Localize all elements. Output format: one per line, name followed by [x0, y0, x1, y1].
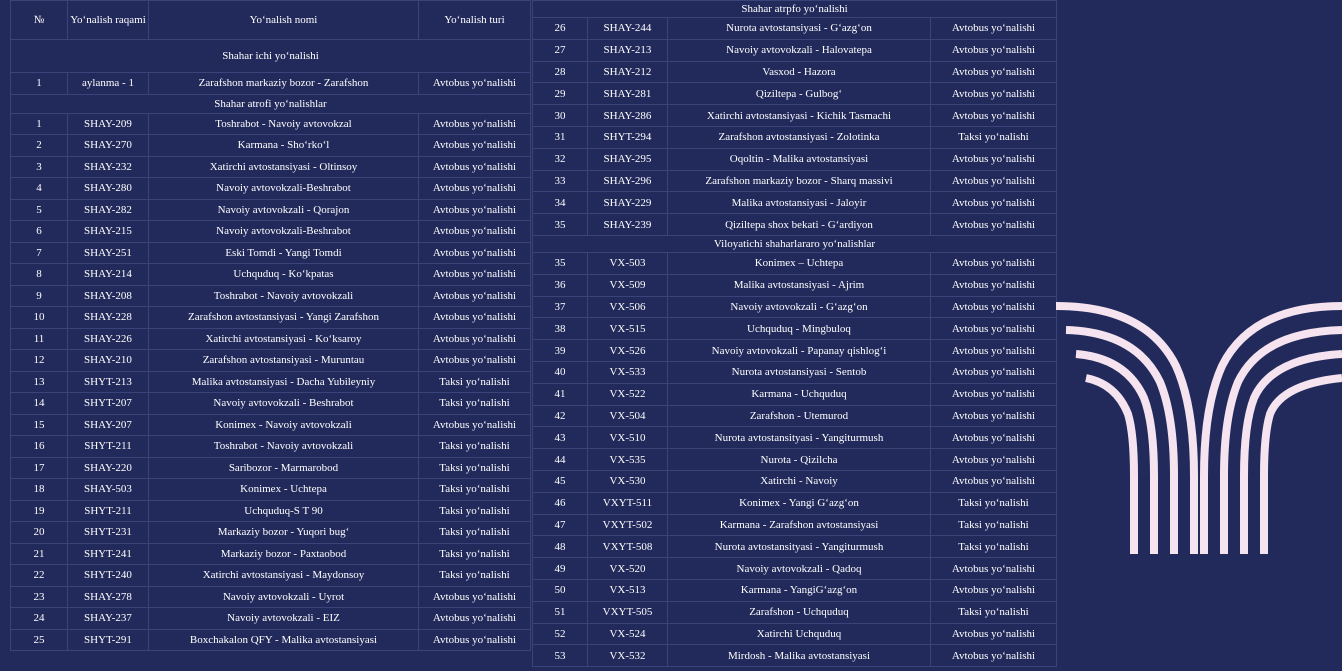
cell-route-code: VX-535 — [588, 449, 668, 471]
section-row — [11, 94, 531, 113]
cell-route-code: SHAY-244 — [588, 18, 668, 40]
table-row — [11, 457, 531, 479]
section-row — [533, 235, 1057, 252]
cell-number: 38 — [533, 318, 588, 340]
cell-number: 40 — [533, 361, 588, 383]
cell-route-code: SHAY-296 — [588, 170, 668, 192]
cell-route-type: Avtobus yo‘nalishi — [419, 264, 531, 286]
table-row — [11, 371, 531, 393]
cell-route-name: Toshrabot - Navoiy avtovokzali — [149, 285, 419, 307]
cell-number: 20 — [11, 522, 68, 544]
cell-number: 8 — [11, 264, 68, 286]
table-row — [533, 449, 1057, 471]
cell-number: 3 — [11, 156, 68, 178]
cell-route-name: Malika avtostansiyasi - Jaloyir — [668, 192, 931, 214]
cell-route-type: Taksi yo‘nalishi — [419, 393, 531, 415]
cell-route-code: SHAY-232 — [68, 156, 149, 178]
table-row — [533, 340, 1057, 362]
cell-route-name: Navoiy avtovokzali-Beshrabot — [149, 178, 419, 200]
cell-number: 42 — [533, 405, 588, 427]
table-row — [11, 178, 531, 200]
cell-route-type: Taksi yo‘nalishi — [931, 514, 1057, 536]
cell-number: 23 — [11, 586, 68, 608]
cell-number: 9 — [11, 285, 68, 307]
cell-number: 27 — [533, 39, 588, 61]
cell-route-type: Taksi yo‘nalishi — [419, 500, 531, 522]
table-row — [11, 264, 531, 286]
table-row — [533, 645, 1057, 667]
cell-route-code: SHAY-239 — [588, 214, 668, 236]
cell-number: 52 — [533, 623, 588, 645]
cell-route-type: Avtobus yo‘nalishi — [419, 178, 531, 200]
cell-route-code: VXYT-502 — [588, 514, 668, 536]
cell-route-code: VX-522 — [588, 383, 668, 405]
cell-route-code: SHYT-294 — [588, 126, 668, 148]
cell-number: 53 — [533, 645, 588, 667]
cell-route-code: SHAY-503 — [68, 479, 149, 501]
cell-number: 24 — [11, 608, 68, 630]
cell-route-code: SHAY-282 — [68, 199, 149, 221]
table-row — [533, 83, 1057, 105]
table-row — [11, 156, 531, 178]
cell-number: 39 — [533, 340, 588, 362]
logo-arch-3 — [1076, 354, 1154, 554]
cell-route-name: Nurota avtostansityasi - Yangiturmush — [668, 536, 931, 558]
cell-route-name: Navoiy avtovokzali - Halovatepa — [668, 39, 931, 61]
cell-number: 35 — [533, 252, 588, 274]
cell-route-type: Avtobus yo‘nalishi — [931, 318, 1057, 340]
table-row — [11, 135, 531, 157]
logo-arch-8 — [1264, 378, 1342, 554]
cell-number: 32 — [533, 148, 588, 170]
cell-route-name: Konimex – Uchtepa — [668, 252, 931, 274]
cell-route-name: Nurota avtostansiyasi - G‘azg‘on — [668, 18, 931, 40]
cell-number: 22 — [11, 565, 68, 587]
cell-route-name: Qiziltepa - Gulbog‘ — [668, 83, 931, 105]
table-row — [533, 192, 1057, 214]
cell-route-type: Avtobus yo‘nalishi — [931, 39, 1057, 61]
cell-number: 21 — [11, 543, 68, 565]
table-row — [533, 536, 1057, 558]
cell-route-code: VX-509 — [588, 274, 668, 296]
table-row — [533, 105, 1057, 127]
table-row — [11, 73, 531, 95]
cell-route-code: SHAY-270 — [68, 135, 149, 157]
cell-route-type: Avtobus yo‘nalishi — [931, 361, 1057, 383]
cell-number: 26 — [533, 18, 588, 40]
cell-route-code: VX-515 — [588, 318, 668, 340]
cell-route-code: VX-532 — [588, 645, 668, 667]
cell-route-name: Nurota avtostansityasi - Yangiturmush — [668, 427, 931, 449]
cell-route-code: VX-524 — [588, 623, 668, 645]
table-row — [533, 61, 1057, 83]
cell-route-name: Uchquduq - Ko‘kpatas — [149, 264, 419, 286]
cell-route-code: SHAY-281 — [588, 83, 668, 105]
cell-route-type: Avtobus yo‘nalishi — [931, 252, 1057, 274]
cell-route-type: Avtobus yo‘nalishi — [931, 623, 1057, 645]
cell-route-name: Zarafshon - Utemurod — [668, 405, 931, 427]
cell-route-code: SHAY-207 — [68, 414, 149, 436]
cell-route-type: Avtobus yo‘nalishi — [931, 105, 1057, 127]
cell-route-code: SHAY-278 — [68, 586, 149, 608]
table-row — [533, 39, 1057, 61]
cell-number: 16 — [11, 436, 68, 458]
table-row — [11, 500, 531, 522]
section-row — [11, 40, 531, 73]
cell-route-name: Navoiy avtovokzali-Beshrabot — [149, 221, 419, 243]
cell-route-name: Zarafshon - Uchquduq — [668, 601, 931, 623]
cell-route-code: SHYT-211 — [68, 436, 149, 458]
cell-number: 30 — [533, 105, 588, 127]
cell-route-type: Taksi yo‘nalishi — [419, 565, 531, 587]
cell-route-code: SHAY-280 — [68, 178, 149, 200]
table-row — [11, 199, 531, 221]
section-title: Shahar ichi yo‘nalishi — [11, 40, 531, 73]
cell-route-type: Avtobus yo‘nalishi — [419, 328, 531, 350]
table-header-row — [11, 1, 531, 40]
cell-number: 43 — [533, 427, 588, 449]
cell-route-code: SHAY-215 — [68, 221, 149, 243]
cell-number: 1 — [11, 73, 68, 95]
cell-route-type: Taksi yo‘nalishi — [419, 522, 531, 544]
cell-route-code: VX-526 — [588, 340, 668, 362]
cell-route-type: Avtobus yo‘nalishi — [931, 427, 1057, 449]
table-row — [533, 18, 1057, 40]
cell-route-name: Karmana - Sho‘rko‘l — [149, 135, 419, 157]
cell-route-code: SHYT-213 — [68, 371, 149, 393]
section-title: Viloyatichi shaharlararo yo‘nalishlar — [533, 235, 1057, 252]
table-row — [533, 405, 1057, 427]
table-row — [11, 436, 531, 458]
cell-number: 1 — [11, 113, 68, 135]
cell-route-name: Xatirchi avtostansiyasi - Ko‘ksaroy — [149, 328, 419, 350]
cell-number: 51 — [533, 601, 588, 623]
table-row — [533, 126, 1057, 148]
table-row — [533, 427, 1057, 449]
table-row — [533, 214, 1057, 236]
table-row — [533, 383, 1057, 405]
table-row — [11, 393, 531, 415]
cell-route-type: Avtobus yo‘nalishi — [931, 61, 1057, 83]
left-table-body — [11, 40, 531, 651]
table-row — [533, 558, 1057, 580]
cell-number: 13 — [11, 371, 68, 393]
cell-route-type: Avtobus yo‘nalishi — [931, 383, 1057, 405]
cell-route-type: Avtobus yo‘nalishi — [419, 285, 531, 307]
cell-number: 2 — [11, 135, 68, 157]
cell-route-name: Zarafshon avtostansiyasi - Muruntau — [149, 350, 419, 372]
cell-route-code: SHYT-240 — [68, 565, 149, 587]
cell-route-code: VXYT-508 — [588, 536, 668, 558]
cell-number: 37 — [533, 296, 588, 318]
cell-number: 15 — [11, 414, 68, 436]
cell-route-type: Avtobus yo‘nalishi — [931, 558, 1057, 580]
cell-route-type: Avtobus yo‘nalishi — [419, 350, 531, 372]
cell-route-name: Uchquduq-S T 90 — [149, 500, 419, 522]
cell-route-type: Avtobus yo‘nalishi — [419, 414, 531, 436]
table-row — [533, 579, 1057, 601]
cell-number: 47 — [533, 514, 588, 536]
table-row — [11, 221, 531, 243]
cell-route-name: Uchquduq - Mingbuloq — [668, 318, 931, 340]
table-row — [11, 608, 531, 630]
cell-route-type: Avtobus yo‘nalishi — [931, 645, 1057, 667]
cell-route-type: Avtobus yo‘nalishi — [931, 192, 1057, 214]
cell-route-name: Konimex - Yangi G‘azg‘on — [668, 492, 931, 514]
cell-route-name: Navoiy avtovokzali - Beshrabot — [149, 393, 419, 415]
cell-route-code: SHAY-228 — [68, 307, 149, 329]
cell-route-name: Konimex - Uchtepa — [149, 479, 419, 501]
cell-route-name: Nurota avtostansiyasi - Sentob — [668, 361, 931, 383]
table-row — [533, 514, 1057, 536]
cell-route-code: SHAY-220 — [68, 457, 149, 479]
table-row — [533, 148, 1057, 170]
table-row — [11, 285, 531, 307]
cell-route-name: Zarafshon avtostansiyasi - Yangi Zarafshon — [149, 307, 419, 329]
cell-number: 49 — [533, 558, 588, 580]
cell-route-type: Taksi yo‘nalishi — [419, 479, 531, 501]
cell-route-code: VX-513 — [588, 579, 668, 601]
table-row — [11, 113, 531, 135]
cell-route-code: VX-530 — [588, 470, 668, 492]
cell-route-code: SHAY-209 — [68, 113, 149, 135]
cell-route-name: Boxchakalon QFY - Malika avtostansiyasi — [149, 629, 419, 651]
cell-route-name: Karmana - YangiG‘azg‘on — [668, 579, 931, 601]
cell-number: 34 — [533, 192, 588, 214]
cell-route-type: Avtobus yo‘nalishi — [419, 629, 531, 651]
cell-route-type: Avtobus yo‘nalishi — [931, 83, 1057, 105]
cell-route-name: Zarafshon markaziy bozor - Sharq massivi — [668, 170, 931, 192]
cell-route-code: VX-503 — [588, 252, 668, 274]
cell-route-name: Zarafshon markaziy bozor - Zarafshon — [149, 73, 419, 95]
cell-route-type: Avtobus yo‘nalishi — [931, 170, 1057, 192]
cell-route-code: SHAY-295 — [588, 148, 668, 170]
cell-route-type: Avtobus yo‘nalishi — [419, 73, 531, 95]
cell-number: 41 — [533, 383, 588, 405]
cell-number: 48 — [533, 536, 588, 558]
cell-number: 46 — [533, 492, 588, 514]
table-row — [533, 623, 1057, 645]
cell-route-type: Taksi yo‘nalishi — [931, 536, 1057, 558]
table-row — [533, 492, 1057, 514]
table-row — [11, 479, 531, 501]
cell-number: 12 — [11, 350, 68, 372]
cell-number: 19 — [11, 500, 68, 522]
cell-route-type: Taksi yo‘nalishi — [931, 601, 1057, 623]
cell-route-code: SHAY-212 — [588, 61, 668, 83]
cell-number: 6 — [11, 221, 68, 243]
cell-route-code: VXYT-511 — [588, 492, 668, 514]
cell-route-name: Nurota - Qizilcha — [668, 449, 931, 471]
cell-route-type: Avtobus yo‘nalishi — [931, 340, 1057, 362]
table-row — [533, 318, 1057, 340]
cell-number: 29 — [533, 83, 588, 105]
cell-number: 50 — [533, 579, 588, 601]
table-row — [11, 328, 531, 350]
table-row — [11, 522, 531, 544]
table-row — [11, 586, 531, 608]
cell-route-code: VX-520 — [588, 558, 668, 580]
logo-arches-icon — [1056, 296, 1342, 556]
cell-number: 31 — [533, 126, 588, 148]
cell-route-code: VX-506 — [588, 296, 668, 318]
cell-route-code: VX-510 — [588, 427, 668, 449]
cell-route-type: Avtobus yo‘nalishi — [931, 274, 1057, 296]
logo-arch-4 — [1086, 378, 1134, 554]
cell-route-name: Navoiy avtovokzali - Uyrot — [149, 586, 419, 608]
cell-route-code: SHAY-286 — [588, 105, 668, 127]
cell-route-code: SHAY-226 — [68, 328, 149, 350]
cell-route-type: Avtobus yo‘nalishi — [931, 405, 1057, 427]
cell-route-name: Eski Tomdi - Yangi Tomdi — [149, 242, 419, 264]
cell-number: 44 — [533, 449, 588, 471]
right-table-body — [533, 1, 1057, 667]
cell-number: 10 — [11, 307, 68, 329]
cell-number: 33 — [533, 170, 588, 192]
cell-route-code: VX-533 — [588, 361, 668, 383]
logo-arches — [1056, 306, 1342, 554]
cell-route-name: Oqoltin - Malika avtostansiyasi — [668, 148, 931, 170]
cell-route-name: Navoiy avtovokzali - EIZ — [149, 608, 419, 630]
section-row — [533, 1, 1057, 18]
cell-route-name: Navoiy avtovokzali - Papanay qishlog‘i — [668, 340, 931, 362]
table-row — [533, 470, 1057, 492]
cell-route-name: Markaziy bozor - Yuqori bug‘ — [149, 522, 419, 544]
cell-route-code: SHAY-208 — [68, 285, 149, 307]
cell-route-type: Avtobus yo‘nalishi — [419, 608, 531, 630]
cell-route-code: SHAY-213 — [588, 39, 668, 61]
cell-route-name: Toshrabot - Navoiy avtovokzal — [149, 113, 419, 135]
cell-route-type: Avtobus yo‘nalishi — [419, 135, 531, 157]
cell-route-type: Avtobus yo‘nalishi — [419, 242, 531, 264]
cell-route-type: Avtobus yo‘nalishi — [931, 18, 1057, 40]
cell-route-name: Navoiy avtovokzali - G‘azg‘on — [668, 296, 931, 318]
cell-number: 4 — [11, 178, 68, 200]
cell-route-name: Mirdosh - Malika avtostansiyasi — [668, 645, 931, 667]
cell-route-name: Qiziltepa shox bekati - G‘ardiyon — [668, 214, 931, 236]
table-row — [533, 170, 1057, 192]
cell-route-code: SHYT-241 — [68, 543, 149, 565]
section-title: Shahar atrpfo yo‘nalishi — [533, 1, 1057, 18]
cell-number: 7 — [11, 242, 68, 264]
table-row — [533, 274, 1057, 296]
table-row — [11, 543, 531, 565]
cell-route-type: Avtobus yo‘nalishi — [419, 221, 531, 243]
table-row — [11, 414, 531, 436]
cell-route-type: Taksi yo‘nalishi — [419, 457, 531, 479]
cell-route-type: Taksi yo‘nalishi — [419, 543, 531, 565]
cell-route-code: SHAY-229 — [588, 192, 668, 214]
cell-route-type: Avtobus yo‘nalishi — [419, 113, 531, 135]
table-row — [11, 307, 531, 329]
cell-route-type: Taksi yo‘nalishi — [931, 126, 1057, 148]
cell-number: 36 — [533, 274, 588, 296]
cell-route-name: Karmana - Zarafshon avtostansiyasi — [668, 514, 931, 536]
cell-route-name: Xatirchi avtostansiyasi - Oltinsoy — [149, 156, 419, 178]
cell-route-type: Avtobus yo‘nalishi — [931, 579, 1057, 601]
cell-route-type: Avtobus yo‘nalishi — [931, 214, 1057, 236]
cell-route-code: SHAY-210 — [68, 350, 149, 372]
cell-route-name: Toshrabot - Navoiy avtovokzali — [149, 436, 419, 458]
left-routes-table — [10, 0, 531, 651]
cell-route-code: SHAY-237 — [68, 608, 149, 630]
cell-route-type: Avtobus yo‘nalishi — [931, 449, 1057, 471]
cell-route-type: Taksi yo‘nalishi — [931, 492, 1057, 514]
header-route-type: Yo‘nalish turi — [419, 1, 531, 40]
cell-number: 11 — [11, 328, 68, 350]
cell-route-type: Avtobus yo‘nalishi — [419, 199, 531, 221]
cell-route-name: Xatirchi avtostansiyasi - Kichik Tasmachi — [668, 105, 931, 127]
cell-number: 18 — [11, 479, 68, 501]
cell-route-type: Avtobus yo‘nalishi — [931, 470, 1057, 492]
cell-route-code: SHYT-231 — [68, 522, 149, 544]
cell-route-type: Avtobus yo‘nalishi — [419, 307, 531, 329]
cell-route-name: Xatirchi - Navoiy — [668, 470, 931, 492]
cell-route-name: Navoiy avtovokzali - Qadoq — [668, 558, 931, 580]
cell-route-name: Karmana - Uchquduq — [668, 383, 931, 405]
cell-route-code: SHYT-291 — [68, 629, 149, 651]
cell-route-name: Navoiy avtovokzali - Qorajon — [149, 199, 419, 221]
table-row — [533, 601, 1057, 623]
cell-number: 28 — [533, 61, 588, 83]
section-title: Shahar atrofi yo‘nalishlar — [11, 94, 531, 113]
cell-number: 14 — [11, 393, 68, 415]
cell-route-code: SHAY-214 — [68, 264, 149, 286]
cell-route-code: aylanma - 1 — [68, 73, 149, 95]
cell-route-code: SHAY-251 — [68, 242, 149, 264]
cell-route-name: Zarafshon avtostansiyasi - Zolotinka — [668, 126, 931, 148]
cell-route-name: Xatirchi avtostansiyasi - Maydonsoy — [149, 565, 419, 587]
cell-route-name: Markaziy bozor - Paxtaobod — [149, 543, 419, 565]
table-row — [11, 350, 531, 372]
cell-route-name: Malika avtostansiyasi - Ajrim — [668, 274, 931, 296]
cell-route-type: Taksi yo‘nalishi — [419, 371, 531, 393]
header-route-name: Yo‘nalish nomi — [149, 1, 419, 40]
table-row — [533, 252, 1057, 274]
cell-route-type: Avtobus yo‘nalishi — [419, 156, 531, 178]
header-route-code: Yo‘nalish raqami — [68, 1, 149, 40]
cell-number: 35 — [533, 214, 588, 236]
table-row — [533, 296, 1057, 318]
cell-route-type: Taksi yo‘nalishi — [419, 436, 531, 458]
cell-route-type: Avtobus yo‘nalishi — [419, 586, 531, 608]
cell-route-name: Xatirchi Uchquduq — [668, 623, 931, 645]
table-row — [11, 242, 531, 264]
cell-route-code: VXYT-505 — [588, 601, 668, 623]
table-row — [11, 565, 531, 587]
cell-number: 25 — [11, 629, 68, 651]
cell-number: 17 — [11, 457, 68, 479]
cell-route-code: VX-504 — [588, 405, 668, 427]
table-row — [533, 361, 1057, 383]
cell-route-type: Avtobus yo‘nalishi — [931, 296, 1057, 318]
cell-route-type: Avtobus yo‘nalishi — [931, 148, 1057, 170]
cell-route-code: SHYT-207 — [68, 393, 149, 415]
cell-number: 45 — [533, 470, 588, 492]
cell-route-code: SHYT-211 — [68, 500, 149, 522]
right-routes-table — [532, 0, 1057, 667]
header-number: № — [11, 1, 68, 40]
cell-route-name: Saribozor - Marmarobod — [149, 457, 419, 479]
cell-number: 5 — [11, 199, 68, 221]
cell-route-name: Vasxod - Hazora — [668, 61, 931, 83]
table-row — [11, 629, 531, 651]
cell-route-name: Konimex - Navoiy avtovokzali — [149, 414, 419, 436]
cell-route-name: Malika avtostansiyasi - Dacha Yubileyniy — [149, 371, 419, 393]
